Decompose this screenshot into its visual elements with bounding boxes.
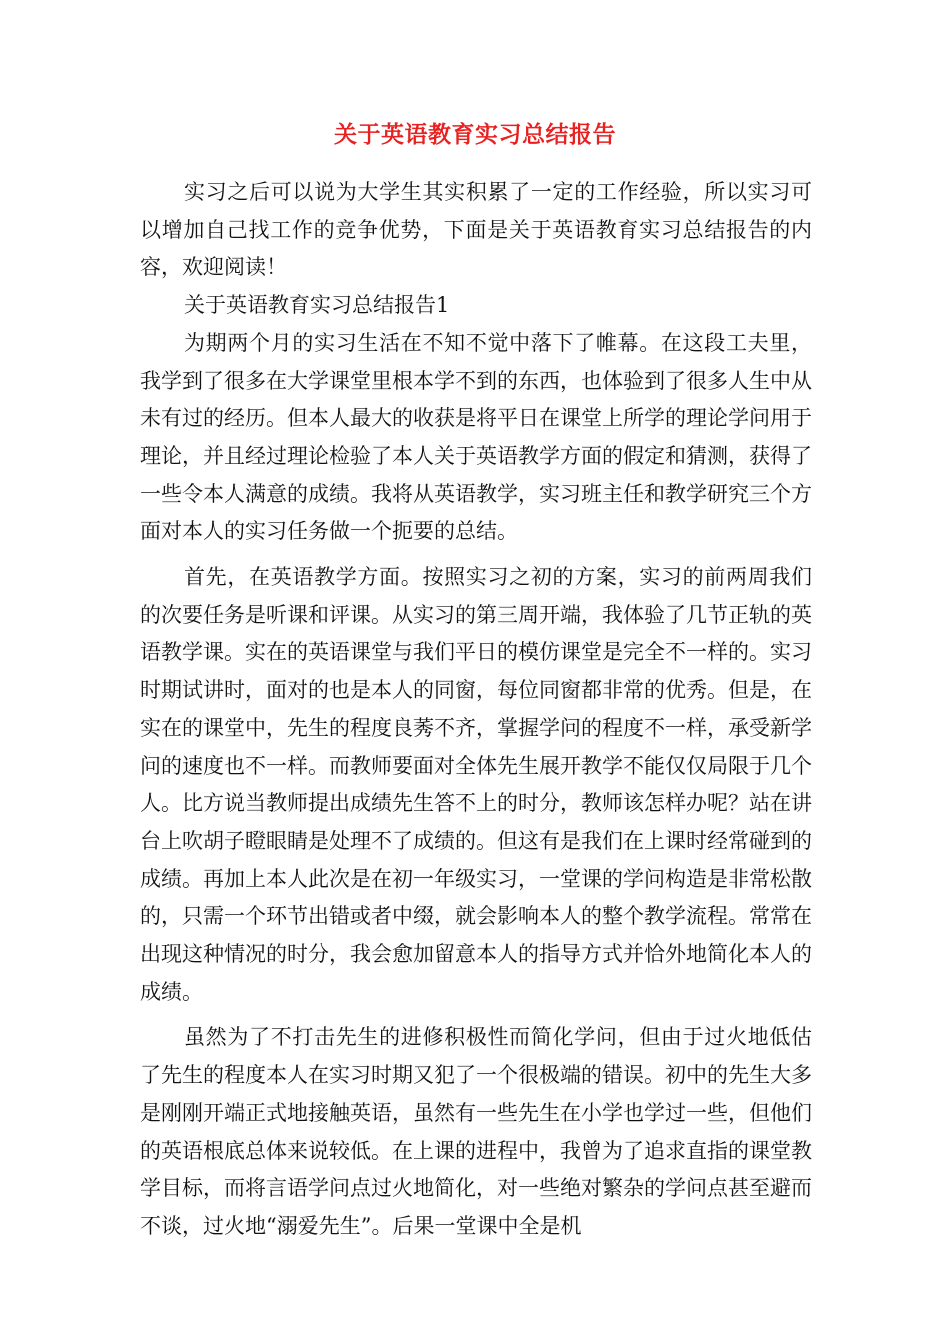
paragraph-intro: 实习之后可以说为大学生其实积累了一定的工作经验，所以实习可以增加自己找工作的竞争优势，下面是关于英语教育实习总结报告的内容，欢迎阅读！ bbox=[140, 180, 812, 280]
section-heading: 关于英语教育实习总结报告1 bbox=[184, 293, 450, 318]
paragraph-1: 为期两个月的实习生活在不知不觉中落下了帷幕。在这段工夫里，我学到了很多在大学课堂里根本学不到的东西，也体验到了很多人生中从未有过的经历。但本人最大的收获是将平日在课堂上所学的理论学问用于理论，并且经过理论检验了本人关于英语教学方面的假定和猜测，获得了一些令本人满意的成绩。我将从英语教学，实习班主任和教学研究三个方面对本人的实习任务做一个扼要的总结。 bbox=[140, 330, 812, 544]
document-title: 关于英语教育实习总结报告 bbox=[334, 121, 616, 148]
paragraph-2: 首先，在英语教学方面。按照实习之初的方案，实习的前两周我们的次要任务是听课和评课。从实习的第三周开端，我体验了几节正轨的英语教学课。实在的英语课堂与我们平日的模仿课堂是完全不一样的。实习时期试讲时，面对的也是本人的同窗，每位同窗都非常的优秀。但是，在实在的课堂中，先生的程度良莠不齐，掌握学问的程度不一样，承受新学问的速度也不一样。而教师要面对全体先生展开教学不能仅仅局限于几个人。比方说当教师提出成绩先生答不上的时分，教师该怎样办呢？站在讲台上吹胡子瞪眼睛是处理不了成绩的。但这有是我们在上课时经常碰到的成绩。再加上本人此次是在初一年级实习，一堂课的学问构造是非常松散的，只需一个环节出错或者中缀，就会影响本人的整个教学流程。常常在出现这种情况的时分，我会愈加留意本人的指导方式并恰外地简化本人的成绩。 bbox=[140, 565, 812, 1004]
paragraph-3: 虽然为了不打击先生的进修积极性而简化学问，但由于过火地低估了先生的程度本人在实习时期又犯了一个很极端的错误。初中的先生大多是刚刚开端正式地接触英语，虽然有一些先生在小学也学过一些，但他们的英语根底总体来说较低。在上课的进程中，我曾为了追求直指的课堂教学目标，而将言语学问点过火地简化，对一些绝对繁杂的学问点甚至避而不谈，过火地“溺爱先生”。后果一堂课中全是机 bbox=[140, 1025, 812, 1238]
document-body bbox=[140, 174, 812, 1246]
